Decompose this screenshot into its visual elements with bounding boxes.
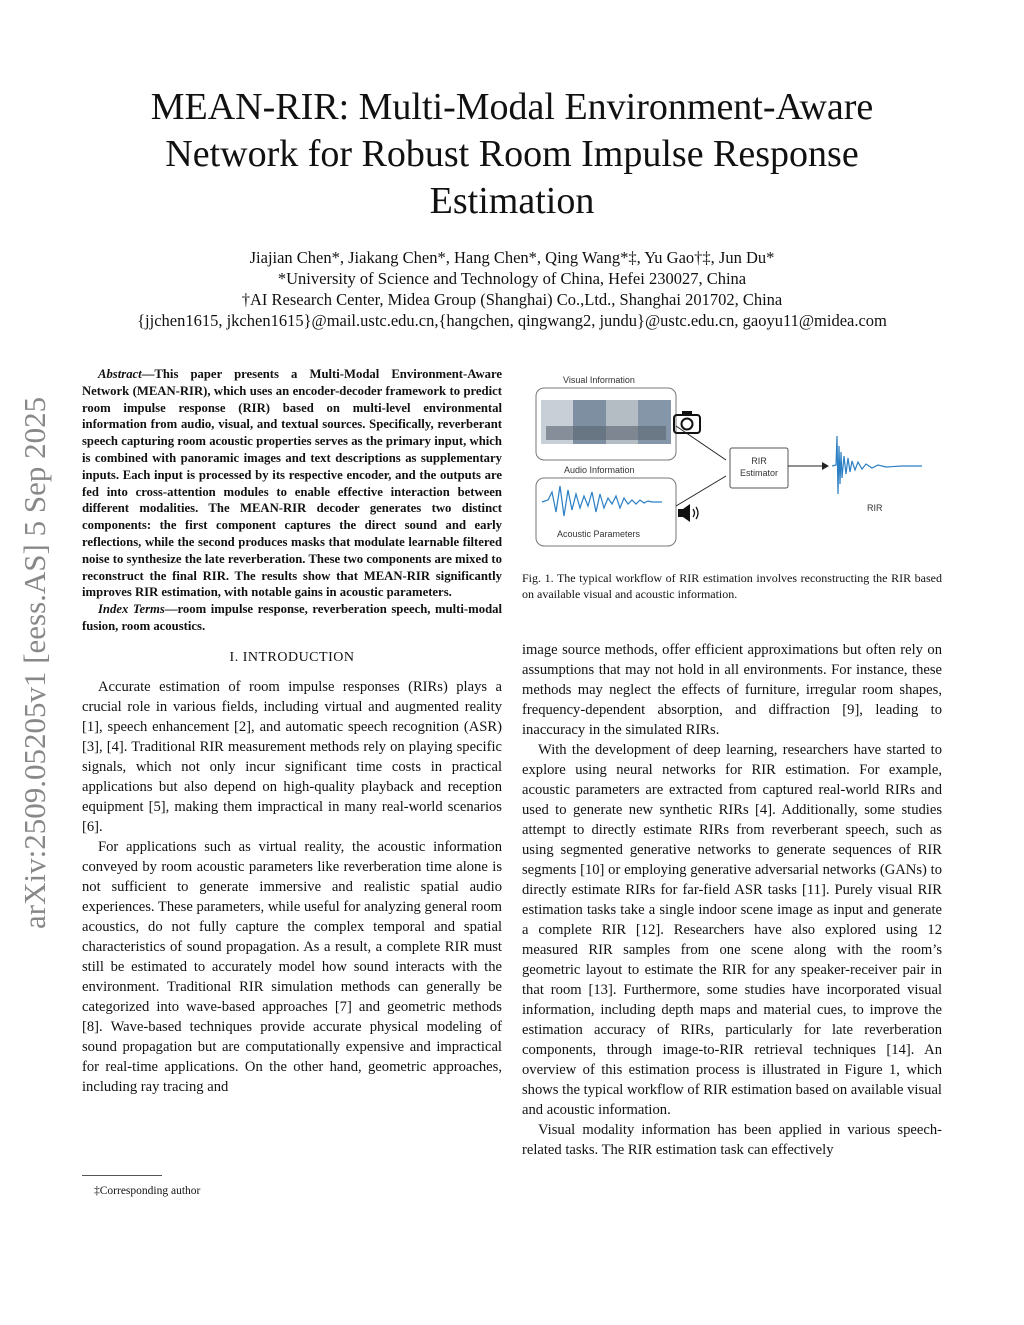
title-line-2: Network for Robust Room Impulse Response [165,133,859,175]
acoustic-parameters-label: Acoustic Parameters [557,529,641,539]
rir-output-label: RIR [867,503,883,513]
panoramic-image [541,400,671,444]
author-emails: {jjchen1615, jkchen1615}@mail.ustc.edu.cn,{hangchen, qingwang2, jundu}@ustc.edu.cn, gaoyu11@midea.com [137,311,887,330]
paper-title [110,84,914,225]
speech-waveform [542,486,662,516]
camera-icon [674,411,700,433]
index-terms [82,601,502,635]
speaker-icon [678,504,698,522]
index-terms-label: Index Terms [98,602,165,617]
figure-1-caption: Fig. 1. The typical workflow of RIR estimation involves reconstructing the RIR based on available visual and acoustic information. [522,571,942,601]
author-names: Jiajian Chen*, Jiakang Chen*, Hang Chen*, Qing Wang*‡, Yu Gao†‡, Jun Du* [249,248,775,267]
arxiv-identifier: arXiv:2509.05205v1 [eess.AS] 5 Sep 2025 [17,396,52,929]
audio-to-estimator-arrow [676,476,726,506]
intro-paragraph-1: Accurate estimation of room impulse responses (RIRs) plays a crucial role in various fields, including virtual and augmented reality [1], speech enhancement [2], and automatic speech recognition (ASR) [3], [4]. Traditional RIR measurement methods rely on playing specific signals, which not only incur significant time costs in practical applications but also depend on high-quality playback and reception equipment [5], making them impractical in many real-world scenarios [6]. [82,678,502,835]
figure-1-diagram [522,366,942,571]
abstract-label: Abstract [98,367,142,381]
rir-estimator-label-line-1: RIR [751,456,767,466]
intro-paragraph-2: For applications such as virtual reality, the acoustic information conveyed by room acoustic parameters like reverberation time alone is not sufficient to generate immersive and realistic spatial audio experiences. These parameters, while useful for analyzing general room acoustics, do not fully capture the complex temporal and spatial characteristics of sound propagation. As a result, a complete RIR must still be estimated to accurately model how sound interacts with the environment. Traditional RIR simulation methods can generally be categorized into wave-based approaches [7] and geometric methods [8]. Wave-based techniques provide accurate physical modeling of sound propagation but are computationally expensive and impractical for real-time applications. On the other hand, geometric approaches, including ray tracing and [82,838,502,1095]
footnote-rule [82,1175,162,1176]
visual-to-estimator-arrow [676,426,726,460]
abstract-text: —This paper presents a Multi-Modal Environment-Aware Network (MEAN-RIR), which uses an encoder-decoder framework to predict room impulse response (RIR) based on multi-level environmental information from audio, visual, and textual sources. Specifically, reverberant speech capturing room acoustic properties serves as the primary input, which is combined with panoramic images and text descriptions as supplementary inputs. Each input is processed by its respective encoder, and the outputs are fed into cross-attention modules to enable effective interaction between different modalities. The MEAN-RIR decoder generates two distinct components: the first component captures the direct sound and early reflections, while the second produces masks that modulate learnable filtered noise to synthesize the late reverberation. These two components are mixed to reconstruct the final RIR. The results show that MEAN-RIR significantly improves RIR estimation, with notable gains in acoustic parameters. [82,367,502,600]
right-column [522,640,942,1160]
footnote-corresponding-author: ‡Corresponding author [94,1185,201,1197]
abstract [82,366,502,601]
section-heading-introduction: I. INTRODUCTION [229,649,355,665]
title-line-3: Estimation [429,180,595,222]
right-paragraph-1: image source methods, offer efficient approximations but often rely on assumptions that may not hold in all environments. For instance, these methods may neglect the effects of furniture, irregular room shapes, frequency-dependent absorption, and diffraction [9], leading to inaccuracy in the simulated RIRs. [522,642,942,738]
author-block [90,247,934,331]
right-paragraph-2: With the development of deep learning, researchers have started to explore using neural networks for RIR estimation. For example, acoustic parameters are extracted from captured real-world RIRs and used to generate new synthetic RIRs [4]. Additionally, some studies attempt to directly estimate RIRs from reverberant speech, such as using segmented generative networks to generate sequences of RIR segments [10] or employing generative adversarial networks (GANs) to directly estimate RIRs for far-field ASR tasks [11]. Purely visual RIR estimation tasks take a single indoor scene image as input and generate a complete RIR [12]. Researchers have also explored using 12 measured RIR samples from one scene along with the room’s geometric layout to estimate the RIR for any speaker-receiver pair in that room [13]. Furthermore, some studies have incorporated visual information, including depth maps and material cues, to improve the estimation accuracy of RIRs, particularly for late reverberation components, through image-to-RIR retrieval techniques [14]. An overview of this estimation process is illustrated in Figure 1, which shows the typical workflow of RIR estimation based on available visual and acoustic information. [522,742,942,1118]
left-column [82,366,502,1097]
affiliation-midea: †AI Research Center, Midea Group (Shanghai) Co.,Ltd., Shanghai 201702, China [241,290,783,309]
audio-information-label: Audio Information [564,465,635,475]
visual-information-label: Visual Information [563,375,635,385]
index-terms-text: —room impulse response, reverberation speech, multi-modal fusion, room acoustics. [82,602,502,633]
rir-waveform [832,436,922,494]
arrow-head [822,462,829,470]
affiliation-ustc: *University of Science and Technology of China, Hefei 230027, China [277,269,747,288]
title-line-1: MEAN-RIR: Multi-Modal Environment-Aware [150,86,874,128]
rir-estimator-label-line-2: Estimator [739,468,779,478]
right-paragraph-3: Visual modality information has been applied in various speech-related tasks. The RIR estimation task can effectively [522,1122,942,1158]
